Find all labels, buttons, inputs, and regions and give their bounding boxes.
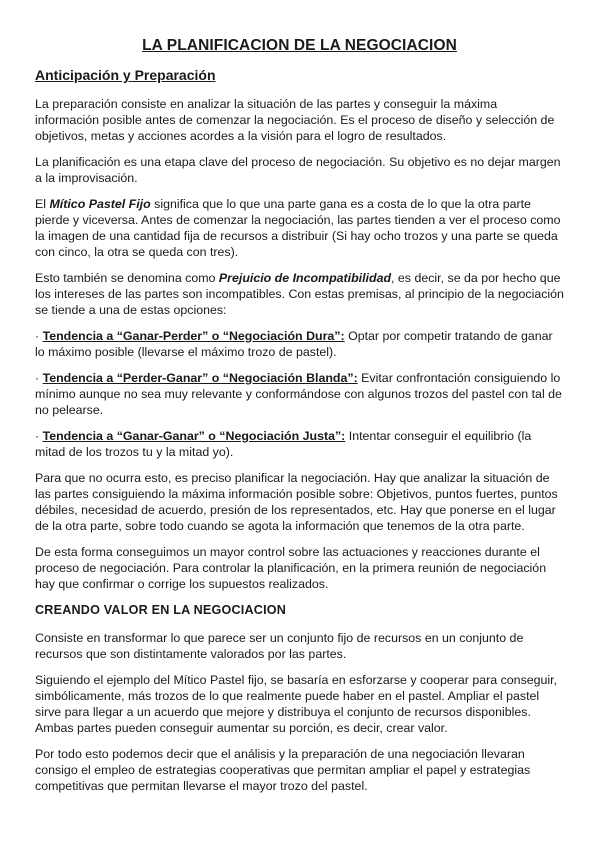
paragraph-preparacion: La preparación consiste en analizar la situación de las partes y conseguir la máxima información posible antes de comenzar la negociación. Es el proceso de diseño y selección de objetivos, metas y acciones acordes a la visión para el logro de resultados. [35,97,555,143]
option-ganar-ganar [35,428,564,460]
paragraph-transformar: Consiste en transformar lo que parece ser un conjunto fijo de recursos en un conjunto de recursos que son distintamente valorados por las partes. [35,631,524,661]
paragraph-ejemplo-pastel: Siguiendo el ejemplo del Mítico Pastel fijo, se basaría en esforzarse y cooperar para conseguir, simbólicamente, más trozos de lo que realmente puede haber en el pastel. Ampliar el pastel sirve para llegar a un acuerdo que mejore y distribuya el conjunto de recursos disponibles. Ambas partes pueden conseguir aumentar su porción, es decir, crear valor. [35,673,558,735]
term-prejuicio-incompatibilidad: Prejuicio de Incompatibilidad [218,271,392,285]
document-title: LA PLANIFICACION DE LA NEGOCIACION [142,37,457,54]
paragraph-control: De esta forma conseguimos un mayor control sobre las actuaciones y reacciones durante el proceso de negociación. Para controlar la planificación, en la primera reunión de negociación hay que confirmar o corrige los supuestos realizados. [35,545,547,591]
document-page [35,36,564,804]
option-text: Evitar confrontación consiguiendo lo mínimo aunque no sea muy relevante y conformándose con algunos trozos del pastel con tal de no pelearse. [35,371,562,417]
text-run: , es decir, se da por hecho que los intereses de las partes son incompatibles. Con estas premisas, al principio de la negociación se tiende a una de estas opciones: [35,271,564,317]
bullet: · [35,371,43,385]
text-run: El [35,197,50,211]
paragraph-planificar: Para que no ocurra esto, es preciso planificar la negociación. Hay que analizar la situación de las partes consiguiendo la máxima información posible sobre: Objetivos, puntos fuertes, puntos débiles, necesidad de acuerdo, presión de los representados, etc. Hay que ponerse en el lugar de la otra parte, sobre todo cuando se agota la información que tenemos de la otra parte. [35,471,558,533]
option-text: Intentar conseguir el equilibrio (la mitad de los trozos tu y la mitad yo). [35,429,532,459]
bullet: · [35,329,43,343]
paragraph-planificacion: La planificación es una etapa clave del proceso de negociación. Su objetivo es no dejar margen a la improvisación. [35,155,561,185]
term-mitico-pastel-fijo: Mítico Pastel Fijo [49,197,151,211]
option-label: Tendencia a “Ganar-Ganar” o “Negociación Justa”: [42,429,346,443]
option-ganar-perder [35,328,564,360]
section-heading-creando-valor: CREANDO VALOR EN LA NEGOCIACION [35,603,287,617]
paragraph-mitico-pastel [35,196,564,260]
option-text: Optar por competir tratando de ganar lo máximo posible (llevarse el máximo trozo de pastel). [35,329,553,359]
option-label: Tendencia a “Ganar-Perder” o “Negociación Dura”: [42,329,345,343]
option-label: Tendencia a “Perder-Ganar” o “Negociación Blanda”: [42,371,358,385]
text-run: Esto también se denomina como [35,271,219,285]
paragraph-conclusion: Por todo esto podemos decir que el análisis y la preparación de una negociación llevaran consigo el empleo de estrategias cooperativas que permitan ampliar el papel y estrategias competitivas que permitan llevarse el mayor trozo del pastel. [35,747,531,793]
paragraph-prejuicio [35,270,564,318]
section-heading-anticipacion: Anticipación y Preparación [35,67,216,83]
bullet: · [35,429,43,443]
text-run: significa que lo que una parte gana es a costa de lo que la otra parte pierde y viceversa. Antes de comenzar la negociación, las partes tienden a ver el proceso como la imagen de una cantidad fija de recursos a distribuir (Si hay ocho trozos y una parte se queda con cinco, la otra se queda con tres). [35,197,561,259]
option-perder-ganar [35,370,564,418]
